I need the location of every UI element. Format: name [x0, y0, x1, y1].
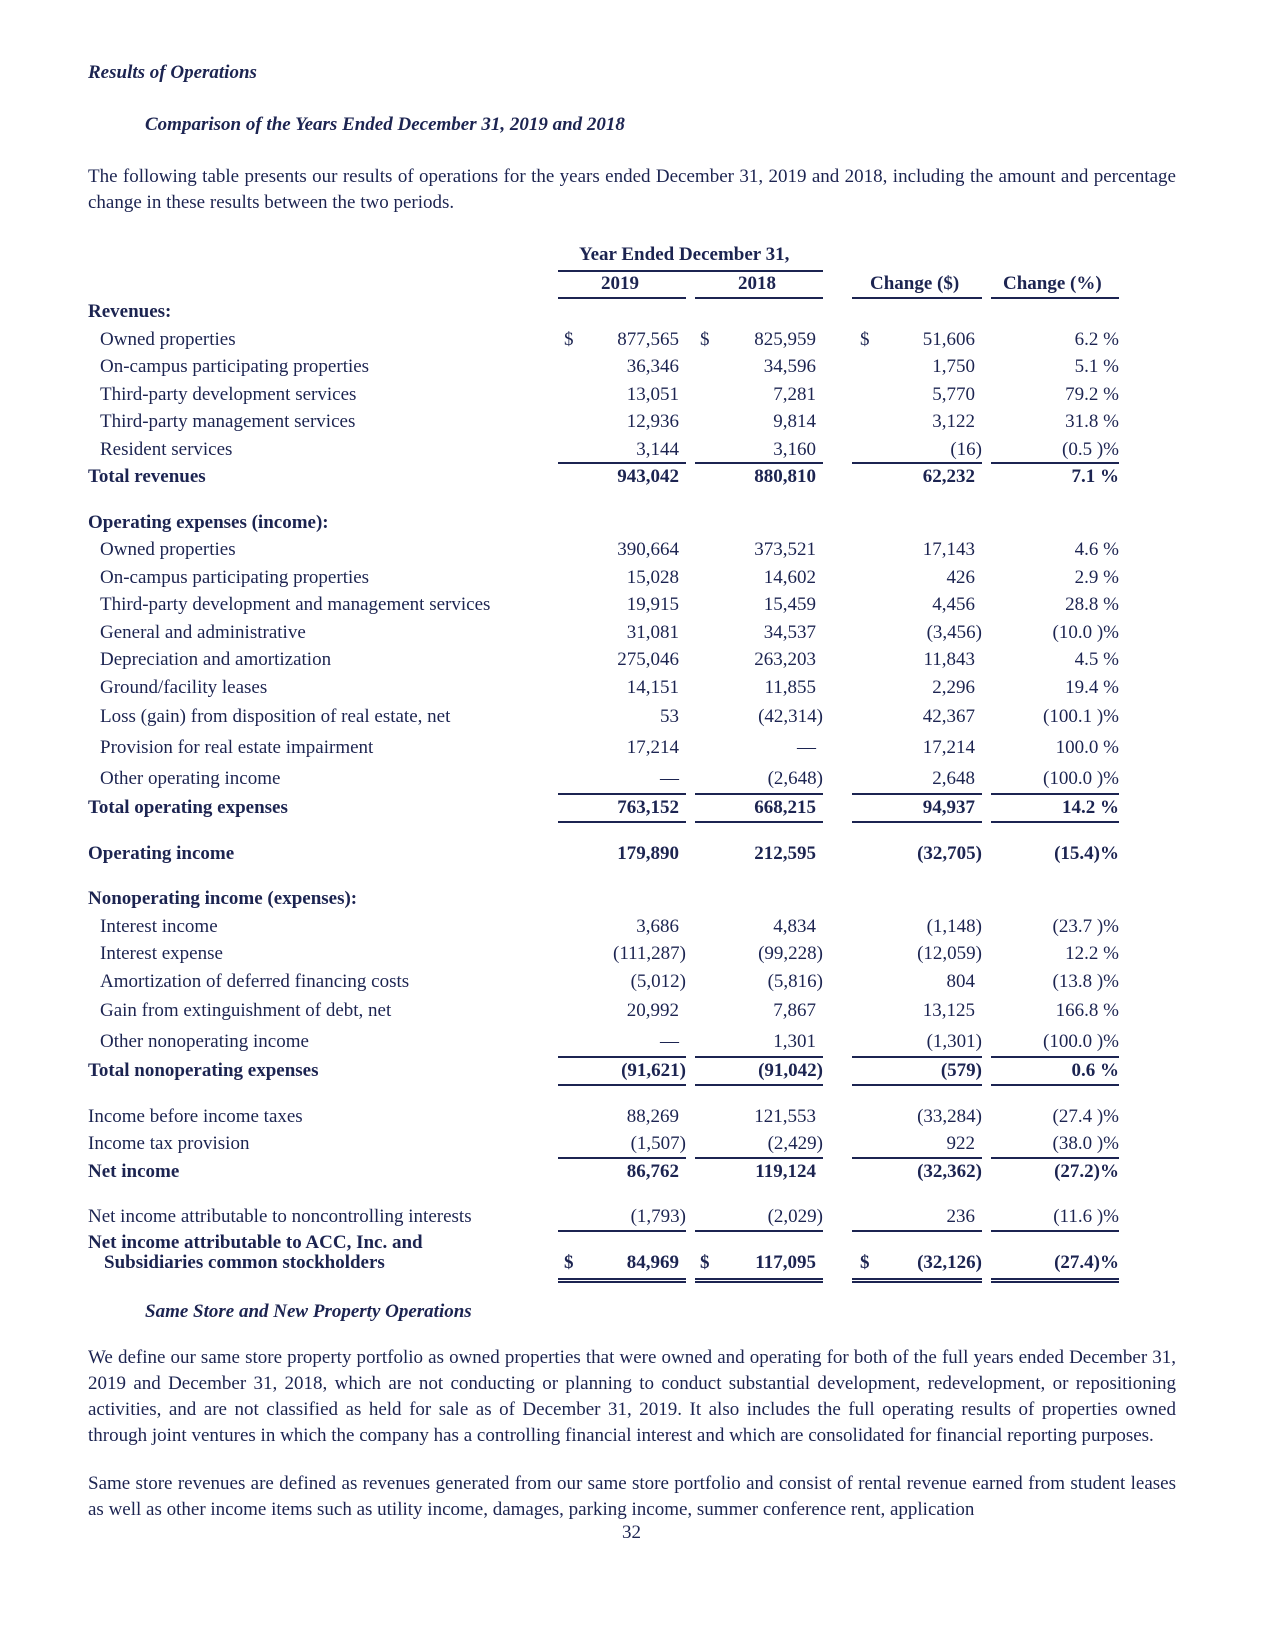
page	[88, 62, 1176, 1523]
value-change-abs: 804	[946, 970, 975, 992]
row-label-cont: Subsidiaries common stockholders	[104, 1251, 385, 1273]
double-underline	[695, 1278, 823, 1283]
row-label: Interest expense	[100, 943, 223, 964]
row-label: General and administrative	[100, 621, 306, 643]
value-2018: 9,814	[773, 411, 816, 432]
value-2019: 17,214	[626, 737, 679, 758]
table-row	[88, 408, 1176, 436]
table-row	[88, 763, 1176, 794]
value-change-abs: 3,122	[932, 411, 975, 432]
value-change-pct: (23.7 )%	[1052, 915, 1119, 937]
value-2019: 88,269	[626, 1105, 679, 1127]
table-header	[88, 240, 1176, 298]
value-2019: 13,051	[626, 383, 679, 405]
currency-symbol: $	[700, 328, 710, 350]
page-number: 32	[622, 1522, 641, 1543]
value-change-abs: 11,843	[923, 649, 975, 670]
value-2018: 34,537	[763, 621, 816, 643]
table-section-row	[88, 509, 1176, 537]
rule-line	[558, 821, 686, 823]
value-change-abs: 17,143	[922, 539, 975, 560]
row-label: Third-party development and management services	[100, 594, 491, 615]
row-label: Amortization of deferred financing costs	[100, 970, 410, 992]
value-change-pct: 6.2 %	[1074, 328, 1119, 350]
currency-symbol: $	[860, 328, 870, 350]
table-row	[88, 840, 1176, 868]
value-2019: 3,686	[636, 915, 679, 937]
value-change-pct: (27.2)%	[1054, 1160, 1119, 1182]
value-change-abs: (33,284)	[917, 1105, 982, 1127]
value-2019: 19,915	[626, 594, 679, 615]
table-row	[88, 326, 1176, 354]
table-row	[88, 968, 1176, 996]
value-2018: (2,429)	[767, 1133, 823, 1154]
value-2019: (111,287)	[613, 943, 686, 964]
value-2018: 14,602	[763, 566, 816, 588]
value-change-pct: (15.4)%	[1054, 842, 1119, 864]
col-change-abs-header: Change ($)	[870, 273, 960, 294]
same-store-heading: Same Store and New Property Operations	[145, 1300, 472, 1322]
value-change-pct: (100.0 )%	[1043, 768, 1119, 789]
value-2019: 943,042	[617, 466, 679, 487]
value-2018: 4,834	[773, 915, 816, 937]
table-row	[88, 381, 1176, 409]
value-2019: 877,565	[617, 328, 679, 350]
intro-paragraph: The following table presents our results of operations for the years ended December 31, 2019 and 2018, including the amount and percentage change in these results between the two periods.	[88, 166, 1176, 213]
value-change-pct: 79.2 %	[1065, 383, 1119, 405]
section-title: Nonoperating income (expenses):	[88, 888, 358, 909]
currency-symbol: $	[564, 328, 574, 350]
table-row	[88, 1231, 1176, 1277]
rule-line	[695, 821, 823, 823]
table-row	[88, 794, 1176, 822]
value-2018: 825,959	[754, 328, 816, 350]
table-row	[88, 536, 1176, 564]
row-label: Loss (gain) from disposition of real estate, net	[100, 706, 451, 727]
currency-symbol: $	[564, 1251, 574, 1273]
table-section-row	[88, 885, 1176, 913]
value-2019: 36,346	[626, 356, 679, 377]
value-2019: 15,028	[626, 566, 679, 588]
value-change-pct: 0.6 %	[1071, 1060, 1119, 1081]
value-change-pct: 4.6 %	[1074, 539, 1119, 560]
value-2018: 15,459	[763, 594, 816, 615]
value-change-abs: 922	[946, 1133, 975, 1154]
col-2018-header: 2018	[738, 273, 776, 294]
value-2019: 86,762	[626, 1160, 679, 1182]
row-label: On-campus participating properties	[100, 566, 370, 588]
value-change-abs: (3,456)	[926, 621, 982, 643]
table-row	[88, 1203, 1176, 1231]
table-body	[88, 298, 1176, 1277]
value-change-pct: (13.8 )%	[1052, 970, 1119, 992]
value-change-abs: 1,750	[932, 356, 975, 377]
value-change-pct: (100.1 )%	[1043, 706, 1119, 727]
table-row	[88, 463, 1176, 491]
table-row	[88, 1057, 1176, 1085]
row-label: Owned properties	[100, 328, 236, 350]
value-change-pct: 31.8 %	[1065, 411, 1119, 432]
results-table	[88, 240, 1176, 1277]
value-change-abs: 94,937	[922, 797, 975, 818]
value-change-abs: (32,705)	[917, 842, 982, 864]
value-2018: 34,596	[763, 356, 816, 377]
col-change-pct-header: Change (%)	[1003, 273, 1102, 294]
row-label: Total operating expenses	[88, 797, 288, 818]
value-2018: 263,203	[754, 649, 816, 670]
value-change-abs: (579)	[940, 1060, 982, 1081]
value-2018: 119,124	[755, 1160, 816, 1182]
table-row	[88, 1026, 1176, 1057]
table-row	[88, 1158, 1176, 1186]
rule-line	[852, 1084, 982, 1086]
table-row	[88, 353, 1176, 381]
table-row	[88, 591, 1176, 619]
value-change-abs: 4,456	[932, 594, 975, 615]
row-label: Depreciation and amortization	[100, 649, 332, 670]
value-change-pct: (0.5 )%	[1062, 438, 1119, 460]
row-label: Other operating income	[100, 768, 281, 789]
value-2018: 3,160	[773, 438, 816, 460]
section-title: Revenues:	[88, 301, 172, 322]
value-2018: (5,816)	[767, 970, 823, 992]
value-change-abs: 2,648	[932, 768, 975, 789]
table-row	[88, 1130, 1176, 1158]
value-change-abs: (12,059)	[917, 943, 982, 964]
double-underline	[558, 1278, 686, 1283]
double-underline	[852, 1278, 982, 1283]
value-2018: (91,042)	[758, 1060, 823, 1081]
rule-line	[991, 1084, 1119, 1086]
row-label: On-campus participating properties	[100, 356, 370, 377]
value-change-pct: 19.4 %	[1065, 676, 1119, 698]
row-label: Income tax provision	[88, 1133, 250, 1154]
value-2019: (5,012)	[630, 970, 686, 992]
value-2018: (2,648)	[767, 768, 823, 789]
value-2018: 7,867	[773, 1000, 816, 1021]
value-2019: (1,507)	[630, 1133, 686, 1154]
value-change-pct: 5.1 %	[1074, 356, 1119, 377]
same-store-paragraph: We define our same store property portfolio as owned properties that were owned and operating for both of the full years ended December 31, 2019 and December 31, 2018, which are not conducting or planning to conduct substantial development, redevelopment, or repositioning activities, and are not classified as held for sale as of December 31, 2019. It also includes the full operating results of properties owned through joint ventures in which the company has a controlling financial interest and which are consolidated for financial reporting purposes.	[88, 1346, 1176, 1446]
row-label: Third-party management services	[100, 411, 356, 432]
table-row	[88, 732, 1176, 763]
row-label: Net income attributable to noncontrolling interests	[88, 1206, 472, 1227]
value-2018: (2,029)	[767, 1206, 823, 1227]
value-change-abs: 5,770	[932, 383, 975, 405]
row-label: Interest income	[100, 915, 218, 937]
row-label: Provision for real estate impairment	[100, 737, 374, 758]
rule-line	[852, 821, 982, 823]
table-row	[88, 995, 1176, 1026]
value-change-abs: 42,367	[922, 706, 975, 727]
value-change-pct: 166.8 %	[1055, 1000, 1119, 1021]
row-label: Total revenues	[88, 466, 206, 487]
value-change-pct: 4.5 %	[1074, 649, 1119, 670]
row-label: Resident services	[100, 438, 233, 460]
subsection-heading: Comparison of the Years Ended December 31, 2019 and 2018	[145, 114, 625, 135]
value-2019: 12,936	[626, 411, 679, 432]
value-change-abs: (1,301)	[926, 1031, 982, 1052]
row-label: Net income	[88, 1160, 180, 1182]
section-title: Operating expenses (income):	[88, 511, 329, 533]
currency-symbol: $	[700, 1251, 710, 1273]
row-label: Owned properties	[100, 539, 236, 560]
value-change-pct: 28.8 %	[1065, 594, 1119, 615]
double-underline	[991, 1278, 1119, 1283]
table-row	[88, 646, 1176, 674]
value-2018: (99,228)	[758, 943, 823, 964]
value-2019: —	[660, 768, 679, 789]
value-change-abs: 236	[946, 1206, 975, 1227]
value-2019: 20,992	[626, 1000, 679, 1021]
same-store-revenue-paragraph: Same store revenues are defined as revenues generated from our same store portfolio and consist of rental revenue earned from student leases as well as other income items such as utility income, damages, parking income, summer conference rent, application	[88, 1472, 1176, 1520]
value-change-pct: 12.2 %	[1065, 943, 1119, 964]
value-2019: (91,621)	[621, 1060, 686, 1081]
value-change-abs: 62,232	[922, 466, 975, 487]
value-change-abs: 426	[946, 566, 975, 588]
value-change-abs: 17,214	[922, 737, 975, 758]
value-change-abs: 13,125	[922, 1000, 975, 1021]
value-2018: 880,810	[754, 466, 816, 487]
value-change-pct: 2.9 %	[1074, 566, 1119, 588]
value-2018: (42,314)	[758, 706, 823, 727]
table-row	[88, 701, 1176, 732]
row-label: Total nonoperating expenses	[88, 1060, 319, 1081]
value-2019: 84,969	[626, 1251, 679, 1273]
value-2019: (1,793)	[630, 1206, 686, 1227]
value-2019: 53	[660, 706, 679, 727]
value-2018: 121,553	[754, 1105, 816, 1127]
rule-line	[991, 821, 1119, 823]
value-2019: 763,152	[617, 797, 679, 818]
value-2019: 179,890	[617, 842, 679, 864]
table-row	[88, 1103, 1176, 1131]
value-change-abs: (32,362)	[917, 1160, 982, 1182]
currency-symbol: $	[860, 1251, 870, 1273]
row-label: Income before income taxes	[88, 1105, 303, 1127]
value-change-abs: 51,606	[922, 328, 975, 350]
value-2019: 31,081	[626, 621, 679, 643]
value-change-pct: (10.0 )%	[1052, 621, 1119, 643]
value-2018: 117,095	[755, 1251, 816, 1273]
table-row	[88, 436, 1176, 464]
value-2018: 212,595	[754, 842, 816, 864]
value-2018: 1,301	[773, 1031, 816, 1052]
group-header: Year Ended December 31,	[579, 244, 790, 265]
row-label: Third-party development services	[100, 383, 357, 405]
value-2019: 14,151	[626, 676, 679, 698]
col-2019-header: 2019	[601, 273, 639, 294]
table-row	[88, 913, 1176, 941]
value-change-abs: (16)	[950, 438, 982, 460]
value-change-pct: (27.4)%	[1054, 1251, 1119, 1273]
row-label: Gain from extinguishment of debt, net	[100, 1000, 392, 1021]
value-2018: 7,281	[773, 383, 816, 405]
value-change-pct: (11.6 )%	[1053, 1206, 1119, 1227]
value-change-pct: (38.0 )%	[1052, 1133, 1119, 1154]
value-change-pct: (27.4 )%	[1052, 1105, 1119, 1127]
value-change-abs: (1,148)	[926, 915, 982, 937]
table-row	[88, 674, 1176, 702]
value-2018: 668,215	[754, 797, 816, 818]
rule-line	[558, 1084, 686, 1086]
value-change-pct: 100.0 %	[1055, 737, 1119, 758]
row-label: Ground/facility leases	[100, 676, 268, 698]
value-2018: 11,855	[764, 676, 816, 698]
value-2018: 373,521	[754, 539, 816, 560]
value-change-abs: 2,296	[932, 676, 975, 698]
table-section-row	[88, 298, 1176, 326]
row-label: Operating income	[88, 842, 235, 864]
value-2018: —	[797, 737, 816, 758]
row-label: Net income attributable to ACC, Inc. and	[88, 1231, 423, 1253]
table-row	[88, 940, 1176, 968]
value-2019: 390,664	[617, 539, 679, 560]
value-2019: 3,144	[636, 438, 679, 460]
table-row	[88, 564, 1176, 592]
value-change-abs: (32,126)	[917, 1251, 982, 1273]
row-label: Other nonoperating income	[100, 1031, 309, 1052]
section-heading: Results of Operations	[88, 62, 257, 83]
table-row	[88, 619, 1176, 647]
value-2019: —	[660, 1031, 679, 1052]
value-change-pct: 7.1 %	[1071, 466, 1119, 487]
rule-line	[695, 1084, 823, 1086]
value-2019: 275,046	[617, 649, 679, 670]
value-change-pct: (100.0 )%	[1043, 1031, 1119, 1052]
value-change-pct: 14.2 %	[1062, 797, 1119, 818]
